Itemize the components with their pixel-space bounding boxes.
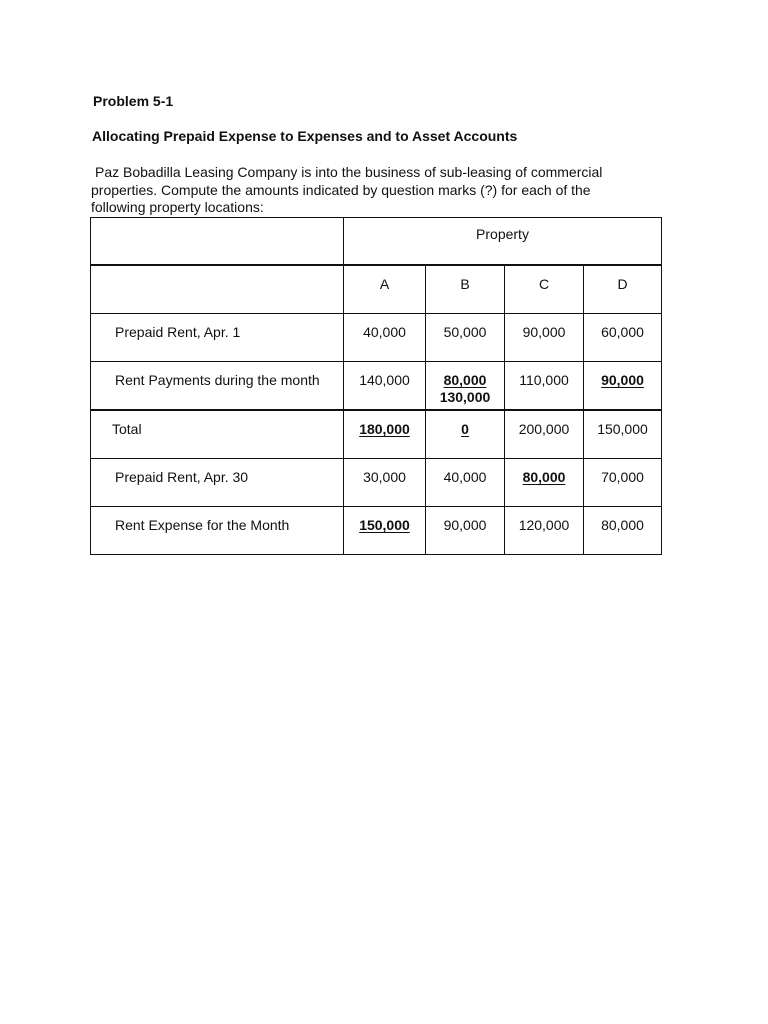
problem-title: Problem 5-1 [93, 93, 174, 109]
cell-value-answer [426, 410, 505, 459]
answer-value-secondary: 130,000 [439, 389, 491, 405]
instructions-line-1: Paz Bobadilla Leasing Company is into the business of sub-leasing of commercial [95, 164, 603, 180]
table-row [91, 459, 662, 507]
header-blank-cell [91, 218, 344, 266]
answer-value: 0 [461, 421, 469, 437]
cell-value: 150,000 [584, 410, 662, 459]
cell-value-answer [344, 507, 426, 555]
cell-value-answer [344, 410, 426, 459]
cell-value: 140,000 [344, 362, 426, 411]
row-label-rent-payments: Rent Payments during the month [91, 362, 344, 411]
property-table [90, 217, 662, 555]
table-row [91, 362, 662, 411]
cell-value: 50,000 [426, 314, 505, 362]
cell-value: 70,000 [584, 459, 662, 507]
column-header-d: D [584, 265, 662, 314]
column-header-a: A [344, 265, 426, 314]
cell-value-answer [584, 362, 662, 411]
row-label-prepaid-apr1: Prepaid Rent, Apr. 1 [91, 314, 344, 362]
row-label-total: Total [91, 410, 344, 459]
table-row [91, 314, 662, 362]
cell-value: 200,000 [505, 410, 584, 459]
answer-stack [426, 372, 504, 406]
column-header-b: B [426, 265, 505, 314]
cell-value: 30,000 [344, 459, 426, 507]
cell-value-answer [505, 459, 584, 507]
cell-value: 80,000 [584, 507, 662, 555]
table-row [91, 507, 662, 555]
instructions-line-3: following property locations: [91, 199, 264, 215]
answer-value: 90,000 [601, 372, 644, 388]
cell-value: 60,000 [584, 314, 662, 362]
problem-instructions [91, 164, 677, 217]
answer-value: 180,000 [359, 421, 410, 437]
property-group-header: Property [344, 218, 662, 266]
answer-value: 150,000 [359, 517, 410, 533]
cell-value: 90,000 [426, 507, 505, 555]
answer-value: 80,000 [443, 372, 487, 388]
table-row [91, 410, 662, 459]
section-heading: Allocating Prepaid Expense to Expenses and to Asset Accounts [92, 128, 518, 144]
cell-value: 120,000 [505, 507, 584, 555]
row-label-rent-expense: Rent Expense for the Month [91, 507, 344, 555]
cell-value: 40,000 [344, 314, 426, 362]
table-header-row [91, 218, 662, 266]
column-header-c: C [505, 265, 584, 314]
instructions-line-2: properties. Compute the amounts indicated by question marks (?) for each of the [91, 181, 591, 198]
column-header-blank [91, 265, 344, 314]
cell-value: 40,000 [426, 459, 505, 507]
cell-value: 110,000 [505, 362, 584, 411]
answer-value: 80,000 [522, 469, 566, 485]
cell-value: 90,000 [505, 314, 584, 362]
row-label-prepaid-apr30: Prepaid Rent, Apr. 30 [91, 459, 344, 507]
cell-value-answer [426, 362, 505, 411]
column-header-row [91, 265, 662, 314]
